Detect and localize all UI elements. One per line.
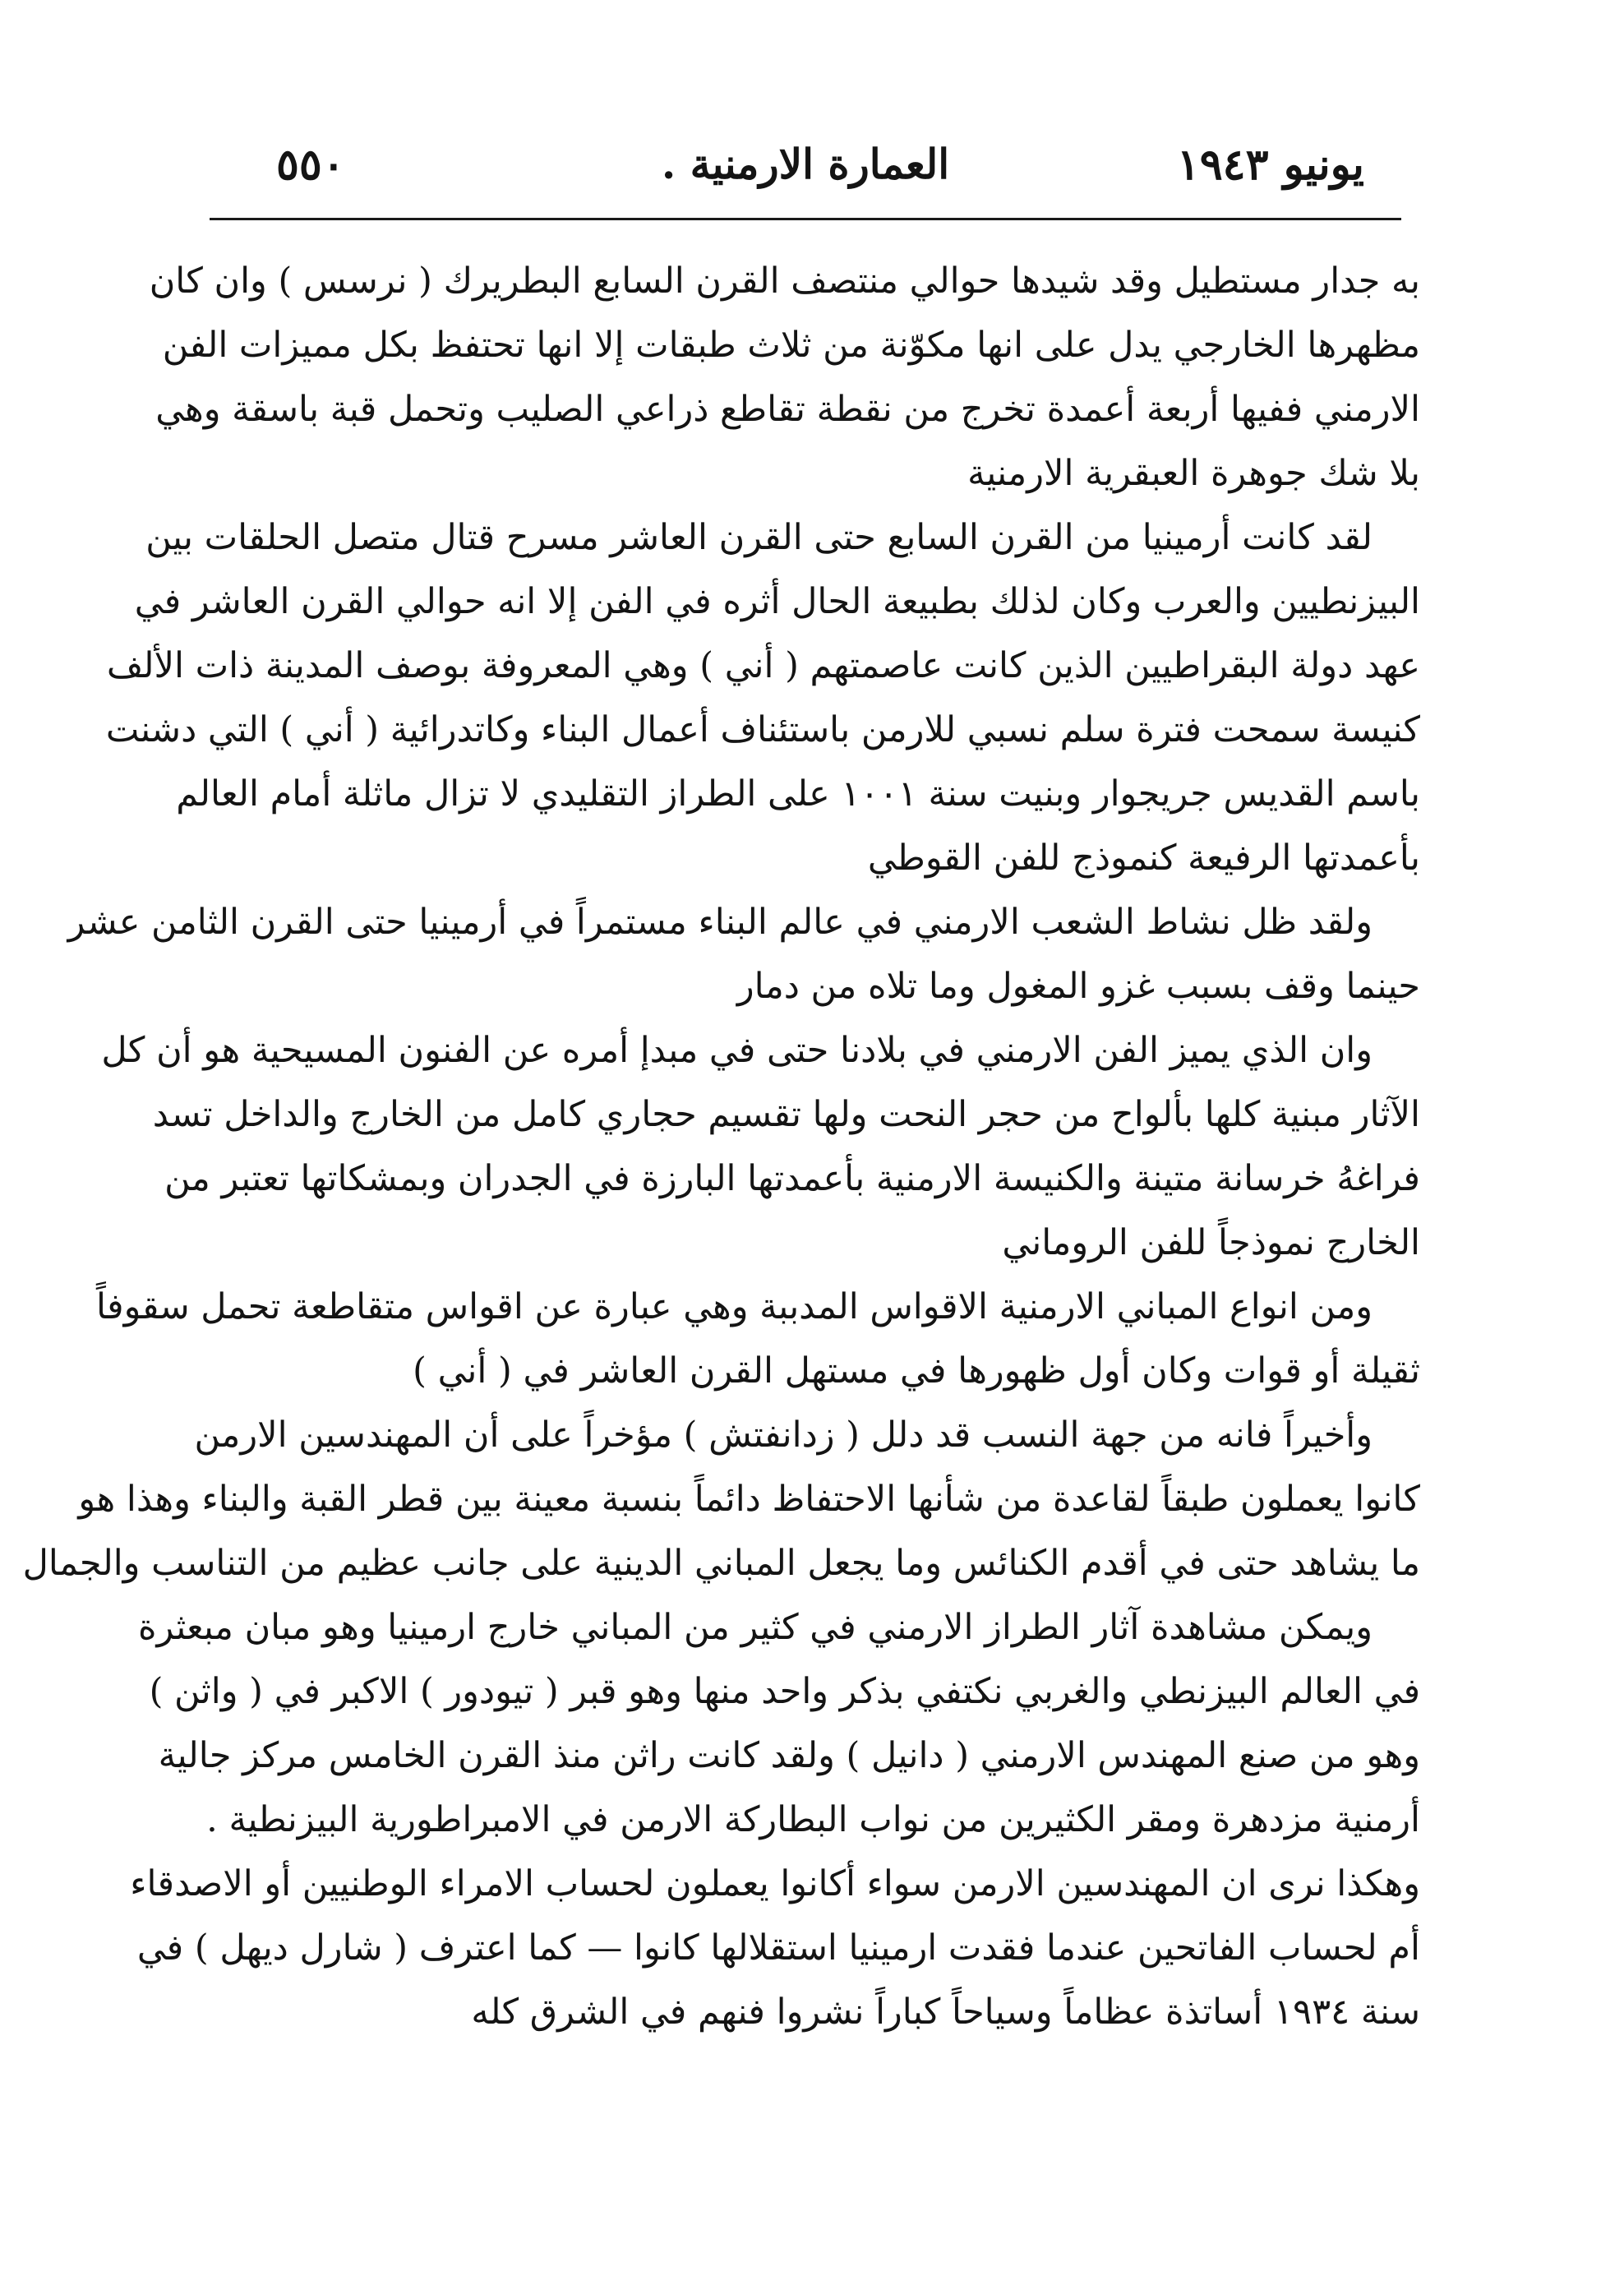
text-line: ولقد ظل نشاط الشعب الارمني في عالم البناء مستمراً في أرمينيا حتى القرن الثامن عشر xyxy=(67,902,1373,943)
text-line: أرمنية مزدهرة ومقر الكثيرين من نواب البطاركة الارمن في الامبراطورية البيزنطية . xyxy=(206,1799,1420,1840)
text-line: وان الذي يميز الفن الارمني في بلادنا حتى في مبدإ أمره عن الفنون المسيحية هو أن كل xyxy=(101,1030,1373,1071)
text-line: الخارج نموذجاً للفن الروماني xyxy=(1002,1222,1420,1263)
text-line: كنيسة سمحت فترة سلم نسبي للارمن باستئناف أعمال البناء وكاتدرائية ( أني ) التي دشنت xyxy=(105,709,1420,750)
text-line: فراغهُ خرسانة متينة والكنيسة الارمنية بأعمدتها البارزة في الجدران وبمشكاتها تعتبر من xyxy=(164,1158,1420,1199)
header-title: العمارة الارمنية . xyxy=(661,140,950,188)
text-line: به جدار مستطيل وقد شيدها حوالي منتصف القرن السابع البطريرك ( نرسس ) وان كان xyxy=(149,261,1420,302)
text-line: مظهرها الخارجي يدل على انها مكوّنة من ثلاث طبقات إلا انها تحتفظ بكل مميزات الفن xyxy=(162,325,1420,366)
header-date: يونيو ١٩٤٣ xyxy=(1176,140,1364,190)
text-line: حينما وقف بسبب غزو المغول وما تلاه من دمار xyxy=(736,966,1420,1007)
text-line: الآثار مبنية كلها بألواح من حجر النحت ولها تقسيم حجاري كامل من الخارج والداخل تسد xyxy=(152,1094,1420,1135)
text-line: ما يشاهد حتى في أقدم الكنائس وما يجعل المباني الدينية على جانب عظيم من التناسب والجمال xyxy=(22,1543,1420,1584)
text-line: في العالم البيزنطي والغربي نكتفي بذكر واحد منها وهو قبر ( تيودور ) الاكبر في ( واثن ) xyxy=(149,1671,1420,1712)
text-line: بأعمدتها الرفيعة كنموذج للفن القوطي xyxy=(867,838,1420,879)
text-line: وهو من صنع المهندس الارمني ( دانيل ) ولقد كانت راثن منذ القرن الخامس مركز جالية xyxy=(158,1735,1420,1776)
text-line: سنة ١٩٣٤ أساتذة عظاماً وسياحاً كباراً نشروا فنهم في الشرق كله xyxy=(471,1992,1420,2033)
header-rule xyxy=(210,218,1401,220)
text-line: البيزنطيين والعرب وكان لذلك بطبيعة الحال أثره في الفن إلا انه حوالي القرن العاشر في xyxy=(134,581,1420,622)
text-line: باسم القديس جريجوار وبنيت سنة ١٠٠١ على الطراز التقليدي لا تزال ماثلة أمام العالم xyxy=(176,773,1420,815)
body-text xyxy=(22,249,1420,2044)
text-line: عهد دولة البقراطيين الذين كانت عاصمتهم ( أني ) وهي المعروفة بوصف المدينة ذات الألف xyxy=(106,645,1420,686)
text-line: أم لحساب الفاتحين عندما فقدت ارمينيا استقلالها كانوا — كما اعترف ( شارل ديهل ) في xyxy=(136,1927,1420,1969)
text-line: لقد كانت أرمينيا من القرن السابع حتى القرن العاشر مسرح قتال متصل الحلقات بين xyxy=(145,517,1373,558)
text-line: كانوا يعملون طبقاً لقاعدة من شأنها الاحتفاظ دائماً بنسبة معينة بين قطر القبة والبناء وهذا هو xyxy=(78,1479,1420,1520)
text-line: ويمكن مشاهدة آثار الطراز الارمني في كثير من المباني خارج ارمينيا وهو مبان مبعثرة xyxy=(137,1607,1373,1648)
text-line: ثقيلة أو قوات وكان أول ظهورها في مستهل القرن العاشر في ( أني ) xyxy=(413,1350,1420,1392)
text-line: الارمني ففيها أربعة أعمدة تخرج من نقطة تقاطع ذراعي الصليب وتحمل قبة باسقة وهي xyxy=(155,389,1420,430)
text-line: ومن انواع المباني الارمنية الاقواس المدببة وهي عبارة عن اقواس متقاطعة تحمل سقوفاً xyxy=(95,1286,1373,1327)
text-line: بلا شك جوهرة العبقرية الارمنية xyxy=(967,453,1420,494)
text-line: وأخيراً فانه من جهة النسب قد دلل ( زدانفتش ) مؤخراً على أن المهندسين الارمن xyxy=(194,1415,1373,1456)
page-number: ٥٥٠ xyxy=(276,140,345,190)
text-line: وهكذا نرى ان المهندسين الارمن سواء أكانوا يعملون لحساب الامراء الوطنيين أو الاصدقاء xyxy=(130,1863,1420,1904)
running-header xyxy=(247,140,1364,197)
